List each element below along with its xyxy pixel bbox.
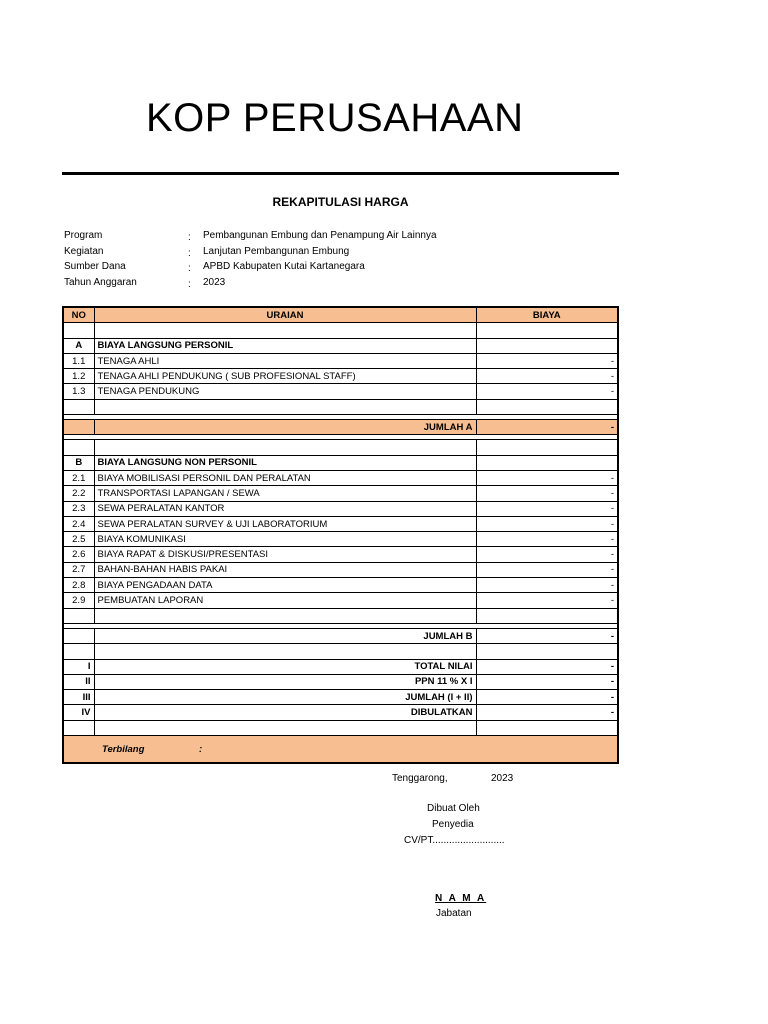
summary-no: IV — [63, 705, 94, 720]
row-no: 2.9 — [63, 593, 94, 608]
summary-value: - — [476, 659, 618, 674]
terbilang-label: Terbilang — [102, 743, 145, 755]
summary-no: III — [63, 690, 94, 705]
row-uraian: BIAYA RAPAT & DISKUSI/PRESENTASI — [94, 547, 476, 562]
summary-label: JUMLAH (I + II) — [94, 690, 476, 705]
row-no: 2.1 — [63, 470, 94, 485]
summary-row — [63, 674, 618, 689]
section-no: A — [63, 338, 94, 353]
summary-row — [63, 705, 618, 720]
recap-table — [62, 306, 619, 764]
empty-row — [63, 608, 618, 623]
summary-label: PPN 11 % X I — [94, 674, 476, 689]
info-value: Pembangunan Embung dan Penampung Air Lainnya — [203, 230, 437, 241]
row-biaya: - — [476, 532, 618, 547]
row-no: 2.4 — [63, 516, 94, 531]
table-header-row — [63, 307, 618, 323]
subtotal-label: JUMLAH B — [94, 628, 476, 643]
row-biaya: - — [476, 578, 618, 593]
row-no: 1.2 — [63, 369, 94, 384]
signature-company: CV/PT.......................... — [404, 835, 505, 846]
subtotal-value: - — [476, 420, 618, 435]
signature-name: N A M A — [435, 893, 487, 904]
document-title: REKAPITULASI HARGA — [272, 195, 409, 209]
row-no: 1.3 — [63, 384, 94, 399]
empty-row — [63, 644, 618, 659]
info-value: APBD Kabupaten Kutai Kartanegara — [203, 261, 365, 272]
row-biaya: - — [476, 593, 618, 608]
section-no: B — [63, 455, 94, 470]
row-uraian: BIAYA MOBILISASI PERSONIL DAN PERALATAN — [94, 470, 476, 485]
section-b-row — [63, 455, 618, 470]
letterhead-title: KOP PERUSAHAAN — [146, 96, 524, 140]
section-title: BIAYA LANGSUNG PERSONIL — [94, 338, 476, 353]
row-uraian: BIAYA PENGADAAN DATA — [94, 578, 476, 593]
row-uraian: BIAYA KOMUNIKASI — [94, 532, 476, 547]
row-uraian: TENAGA AHLI — [94, 353, 476, 368]
row-uraian: SEWA PERALATAN SURVEY & UJI LABORATORIUM — [94, 516, 476, 531]
info-label: Program — [64, 230, 103, 241]
summary-row — [63, 690, 618, 705]
row-uraian: PEMBUATAN LAPORAN — [94, 593, 476, 608]
table-row — [63, 486, 618, 501]
row-no: 2.5 — [63, 532, 94, 547]
row-uraian: SEWA PERALATAN KANTOR — [94, 501, 476, 516]
row-no: 1.1 — [63, 353, 94, 368]
row-biaya: - — [476, 516, 618, 531]
summary-label: TOTAL NILAI — [94, 659, 476, 674]
row-uraian: TENAGA PENDUKUNG — [94, 384, 476, 399]
table-row — [63, 547, 618, 562]
signature-made-by: Dibuat Oleh — [427, 803, 480, 814]
row-uraian: TRANSPORTASI LAPANGAN / SEWA — [94, 486, 476, 501]
section-title: BIAYA LANGSUNG NON PERSONIL — [94, 455, 476, 470]
subtotal-label: JUMLAH A — [94, 420, 476, 435]
summary-label: DIBULATKAN — [94, 705, 476, 720]
summary-value: - — [476, 690, 618, 705]
header-uraian: URAIAN — [94, 307, 476, 323]
subtotal-value: - — [476, 628, 618, 643]
empty-row — [63, 720, 618, 735]
info-label: Sumber Dana — [64, 261, 126, 272]
table-row — [63, 578, 618, 593]
row-no: 2.6 — [63, 547, 94, 562]
row-biaya: - — [476, 547, 618, 562]
row-biaya: - — [476, 470, 618, 485]
row-biaya: - — [476, 369, 618, 384]
table-row — [63, 501, 618, 516]
info-colon: : — [188, 247, 191, 259]
info-colon: : — [188, 278, 191, 290]
row-no: 2.3 — [63, 501, 94, 516]
subtotal-a-row — [63, 420, 618, 435]
row-biaya: - — [476, 501, 618, 516]
row-biaya: - — [476, 384, 618, 399]
signature-year: 2023 — [491, 773, 514, 784]
summary-no: II — [63, 674, 94, 689]
terbilang-row — [63, 736, 618, 764]
empty-row — [63, 323, 618, 338]
summary-value: - — [476, 705, 618, 720]
row-uraian: BAHAN-BAHAN HABIS PAKAI — [94, 562, 476, 577]
subtotal-b-row — [63, 628, 618, 643]
info-colon: : — [188, 263, 191, 274]
terbilang-colon: : — [199, 743, 203, 755]
table-row — [63, 369, 618, 384]
info-label: Tahun Anggaran — [64, 276, 137, 288]
row-biaya: - — [476, 486, 618, 501]
table-row — [63, 562, 618, 577]
info-value: Lanjutan Pembangunan Embung — [203, 245, 350, 257]
table-row — [63, 516, 618, 531]
signature-role: Penyedia — [432, 819, 474, 830]
table-row — [63, 384, 618, 399]
table-row — [63, 353, 618, 368]
signature-place: Tenggarong, — [392, 773, 448, 784]
row-no: 2.7 — [63, 562, 94, 577]
row-biaya: - — [476, 562, 618, 577]
empty-row — [63, 399, 618, 414]
row-no: 2.8 — [63, 578, 94, 593]
summary-value: - — [476, 674, 618, 689]
summary-no: I — [63, 659, 94, 674]
table-row — [63, 470, 618, 485]
table-row — [63, 593, 618, 608]
info-label: Kegiatan — [64, 245, 104, 257]
info-colon: : — [188, 232, 191, 243]
header-no: NO — [63, 307, 94, 323]
empty-row — [63, 440, 618, 455]
letterhead-rule — [62, 172, 619, 175]
info-value: 2023 — [203, 276, 226, 288]
section-a-row — [63, 338, 618, 353]
signature-position: Jabatan — [436, 908, 472, 919]
row-biaya: - — [476, 353, 618, 368]
summary-row — [63, 659, 618, 674]
row-uraian: TENAGA AHLI PENDUKUNG ( SUB PROFESIONAL STAFF) — [94, 369, 476, 384]
row-no: 2.2 — [63, 486, 94, 501]
header-biaya: BIAYA — [476, 307, 618, 323]
table-row — [63, 532, 618, 547]
